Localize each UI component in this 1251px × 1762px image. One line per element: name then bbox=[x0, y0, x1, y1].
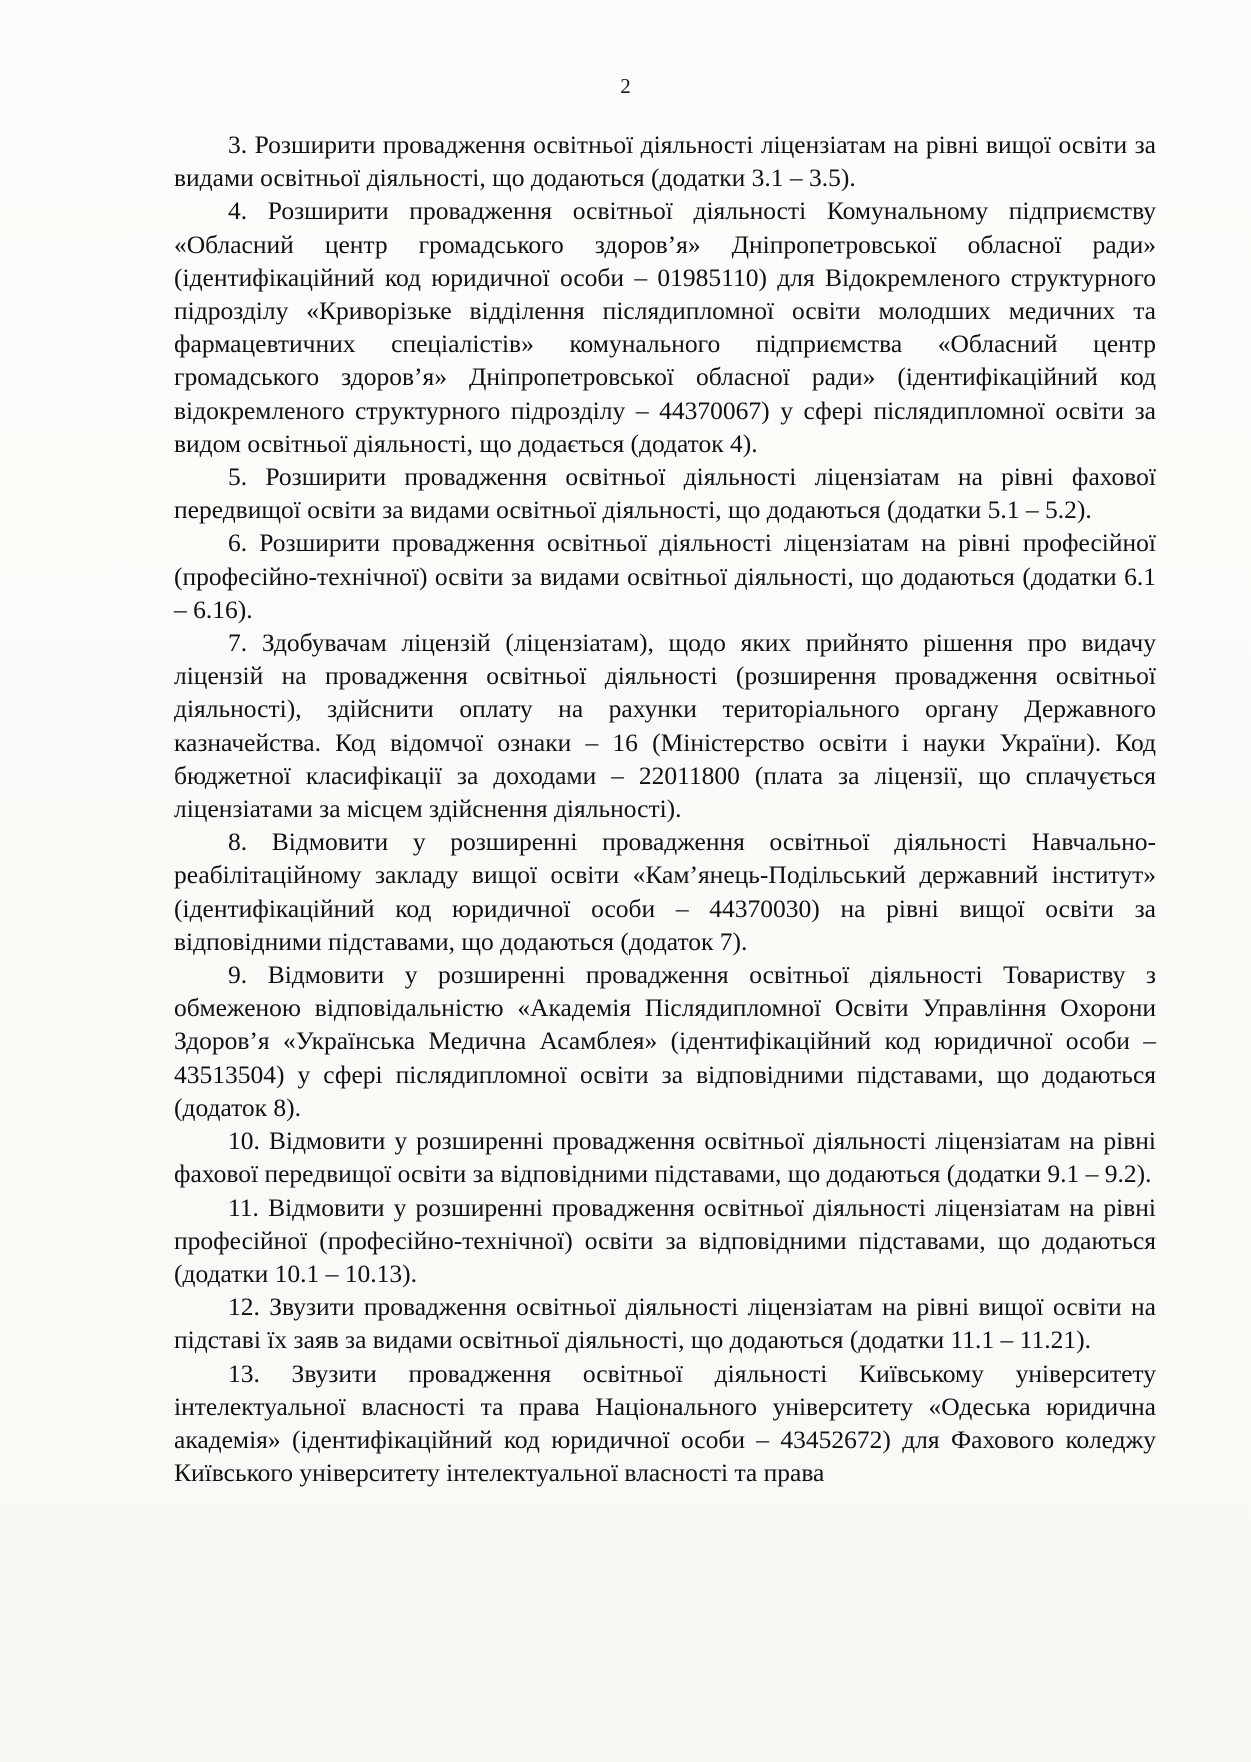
paragraph-8: 8. Відмовити у розширенні провадження освітньої діяльності Навчально-реабілітаційному закладу вищої освіти «Кам’янець-Подільський державний інститут» (ідентифікаційний код юридичної особи – 44370030) на рівні вищої освіти за відповідними підставами, що додаються (додаток 7). bbox=[174, 827, 1156, 956]
paragraph-12: 12. Звузити провадження освітньої діяльності ліцензіатам на рівні вищої освіти на підставі їх заяв за видами освітньої діяльності, що додаються (додатки 11.1 – 11.21). bbox=[174, 1292, 1156, 1355]
paragraph-7: 7. Здобувачам ліцензій (ліцензіатам), щодо яких прийнято рішення про видачу ліцензій на провадження освітньої діяльності (розширення провадження освітньої діяльності), здійснити оплату на рахунки територіального органу Державного казначейства. Код відомчої ознаки – 16 (Міністерство освіти і науки України). Код бюджетної класифікації за доходами – 22011800 (плата за ліцензії, що сплачується ліцензіатами за місцем здійснення діяльності). bbox=[174, 628, 1156, 824]
paragraph-11: 11. Відмовити у розширенні провадження освітньої діяльності ліцензіатам на рівні професійної (професійно-технічної) освіти за відповідними підставами, що додаються (додатки 10.1 – 10.13). bbox=[174, 1192, 1156, 1288]
page-number: 2 bbox=[620, 74, 631, 98]
paragraph-10: 10. Відмовити у розширенні провадження освітньої діяльності ліцензіатам на рівні фахової передвищої освіти за відповідними підставами, що додаються (додатки 9.1 – 9.2). bbox=[174, 1126, 1156, 1189]
document-body bbox=[174, 128, 1156, 1489]
paragraph-5: 5. Розширити провадження освітньої діяльності ліцензіатам на рівні фахової передвищої освіти за видами освітньої діяльності, що додаються (додатки 5.1 – 5.2). bbox=[174, 462, 1156, 525]
paragraph-9: 9. Відмовити у розширенні провадження освітньої діяльності Товариству з обмеженою відповідальністю «Академія Післядипломної Освіти Управління Охорони Здоров’я «Українська Медична Асамблея» (ідентифікаційний код юридичної особи – 43513504) у сфері післядипломної освіти за відповідними підставами, що додаються (додаток 8). bbox=[174, 960, 1156, 1122]
paragraph-3: 3. Розширити провадження освітньої діяльності ліцензіатам на рівні вищої освіти за видами освітньої діяльності, що додаються (додатки 3.1 – 3.5). bbox=[174, 130, 1156, 193]
paragraph-13: 13. Звузити провадження освітньої діяльності Київському університету інтелектуальної власності та права Національного університету «Одеська юридична академія» (ідентифікаційний код юридичної особи – 43452672) для Фахового коледжу Київського університету інтелектуальної власності та права bbox=[174, 1358, 1156, 1488]
paragraph-4: 4. Розширити провадження освітньої діяльності Комунальному підприємству «Обласний центр громадського здоров’я» Дніпропетровської обласної ради» (ідентифікаційний код юридичної особи – 01985110) для Відокремленого структурного підрозділу «Криворізьке відділення післядипломної освіти молодших медичних та фармацевтичних спеціалістів» комунального підприємства «Обласний центр громадського здоров’я» Дніпропетровської обласної ради» (ідентифікаційний код відокремленого структурного підрозділу – 44370067) у сфері післядипломної освіти за видом освітньої діяльності, що додається (додаток 4). bbox=[174, 196, 1156, 458]
paragraph-6: 6. Розширити провадження освітньої діяльності ліцензіатам на рівні професійної (професійно-технічної) освіти за видами освітньої діяльності, що додаються (додатки 6.1 – 6.16). bbox=[174, 528, 1156, 624]
